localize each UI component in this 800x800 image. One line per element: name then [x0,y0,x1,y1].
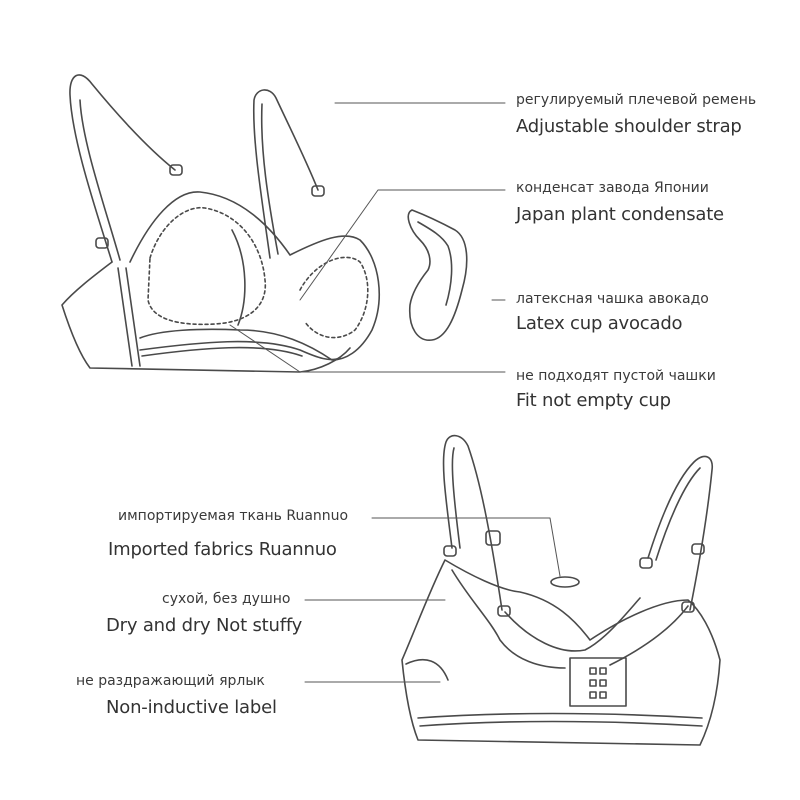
label-empty-cup-en: Fit not empty cup [516,390,671,411]
bottom-right-strap-inner [656,468,700,560]
avocado-latex-cup [408,210,466,340]
bottom-left-cup [452,570,565,668]
label-strap-en: Adjustable shoulder strap [516,116,742,137]
fabric-tag [551,577,579,587]
label-dry-ru: сухой, без душно [162,591,291,607]
bottom-strap-slider-1 [444,546,456,556]
top-band-edge [118,268,132,366]
hook-2 [600,668,606,674]
bottom-band-lower-2 [420,722,702,727]
leader-fabric [372,518,560,576]
label-dry-en: Dry and dry Not stuffy [106,615,303,636]
top-right-strap [254,90,318,258]
top-band-edge-2 [126,268,140,366]
top-right-strap-inner [262,104,278,254]
label-empty-cup-ru: не подходят пустой чашки [516,368,716,384]
hook-4 [600,680,606,686]
label-latex-cup-en: Latex cup avocado [516,313,683,334]
top-cup-center-seam [232,230,245,325]
label-fabric-en: Imported fabrics Ruannuo [108,539,337,560]
bottom-strap-slider-4 [640,558,652,568]
top-left-strap-inner [80,100,120,260]
hook-6 [600,692,606,698]
avocado-cup-inner [418,222,452,305]
leader-empty-cup [230,325,505,372]
hook-eye-panel [570,658,626,706]
label-strap-ru: регулируемый плечевой ремень [516,92,757,108]
bottom-left-strap-inner [452,448,460,548]
bottom-inner-lining [406,660,448,680]
leader-condensate [300,190,505,300]
top-cup-pad-seam-2 [300,257,368,337]
bottom-bra-illustration [402,436,720,745]
label-latex-cup-ru: латексная чашка авокадо [516,291,709,307]
top-strap-slider-2 [312,186,324,196]
top-cup-underwire-2 [142,348,302,356]
top-cup-underwire [140,342,340,360]
top-cup-pad-seam [148,208,265,325]
bottom-strap-slider-2 [486,531,500,545]
bottom-neckline [505,598,640,651]
bottom-band-lower [418,714,702,719]
hook-5 [590,692,596,698]
label-fabric-ru: импортируемая ткань Ruannuo [118,508,349,524]
label-condensate-en: Japan plant condensate [516,204,724,225]
label-tag-ru: не раздражающий ярлык [76,673,265,689]
label-condensate-ru: конденсат завода Японии [516,180,709,196]
bottom-right-cup [610,606,688,665]
bottom-right-strap [648,456,712,610]
label-tag-en: Non-inductive label [106,697,277,718]
top-cup-outline [130,192,379,360]
bottom-bra-body [402,560,720,745]
top-left-strap [70,75,175,262]
hook-1 [590,668,596,674]
hook-3 [590,680,596,686]
top-bra-illustration [62,75,379,372]
